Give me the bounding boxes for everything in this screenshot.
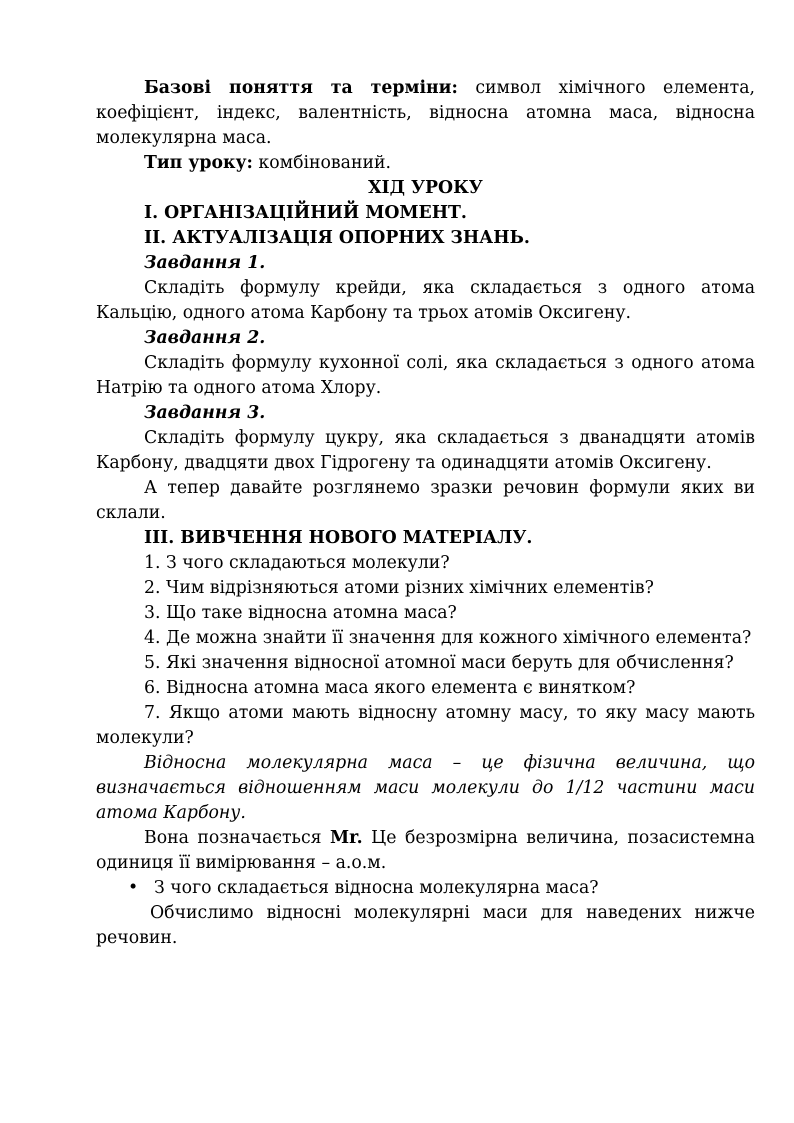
task-1-text: Складіть формулу крейди, яка складається з одного атома Кальцію, одного атома Карбону та трьох атомів Оксигену. xyxy=(96,278,755,323)
transition-paragraph: А тепер давайте розглянемо зразки речовин формули яких ви склали. xyxy=(96,478,755,523)
notation-symbol: Mr. xyxy=(330,828,363,848)
task-1-title: Завдання 1. xyxy=(144,253,266,273)
lesson-type-text: комбінований. xyxy=(252,153,392,173)
question-3: 3. Що таке відносна атомна маса? xyxy=(144,603,457,623)
question-5: 5. Які значення відносної атомної маси беруть для обчислення? xyxy=(144,653,734,673)
section-heading-new-material: ІІІ. ВИВЧЕННЯ НОВОГО МАТЕРІАЛУ. xyxy=(144,528,533,548)
question-6: 6. Відносна атомна маса якого елемента є винятком? xyxy=(144,678,636,698)
lesson-type-paragraph xyxy=(96,151,755,176)
lesson-title: ХІД УРОКУ xyxy=(368,178,483,198)
task-3-text: Складіть формулу цукру, яка складається з дванадцяти атомів Карбону, двадцяти двох Гідрогену та одинадцяти атомів Оксигену. xyxy=(96,428,755,473)
notation-paragraph xyxy=(96,826,755,876)
key-terms-label: Базові поняття та терміни: xyxy=(144,78,458,98)
key-terms-paragraph xyxy=(96,76,755,151)
question-7: 7. Якщо атоми мають відносну атомну масу, то яку масу мають молекули? xyxy=(96,703,755,748)
key-terms-text: символ хімічного елемента, коефіцієнт, індекс, валентність, відносна атомна маса, відносна молекулярна маса. xyxy=(96,78,755,148)
task-3-title: Завдання 3. xyxy=(144,403,266,423)
bullet-marker: • xyxy=(128,878,139,898)
question-2: 2. Чим відрізняються атоми різних хімічних елементів? xyxy=(144,578,654,598)
notation-after: Це безрозмірна величина, позасистемна одиниця її вимірювання – а.о.м. xyxy=(96,828,755,873)
notation-before: Вона позначається xyxy=(144,828,331,848)
lesson-type-label: Тип уроку: xyxy=(144,153,253,173)
task-2-text: Складіть формулу кухонної солі, яка складається з одного атома Натрію та одного атома Хлору. xyxy=(96,353,755,398)
definition-paragraph: Відносна молекулярна маса – це фізична величина, що визначається відношенням маси молекули до 1/12 частини маси атома Карбону. xyxy=(96,753,755,823)
closing-paragraph: Обчислимо відносні молекулярні маси для наведених нижче речовин. xyxy=(96,903,755,948)
question-1: 1. З чого складаються молекули? xyxy=(144,553,450,573)
section-heading-organizational: І. ОРГАНІЗАЦІЙНИЙ МОМЕНТ. xyxy=(144,203,467,223)
bullet-text: З чого складається відносна молекулярна маса? xyxy=(154,878,599,898)
document-page xyxy=(96,76,755,951)
task-2-title: Завдання 2. xyxy=(144,328,266,348)
section-heading-actualization: ІІ. АКТУАЛІЗАЦІЯ ОПОРНИХ ЗНАНЬ. xyxy=(144,228,530,248)
bullet-item xyxy=(128,876,755,901)
question-4: 4. Де можна знайти її значення для кожного хімічного елемента? xyxy=(144,628,752,648)
